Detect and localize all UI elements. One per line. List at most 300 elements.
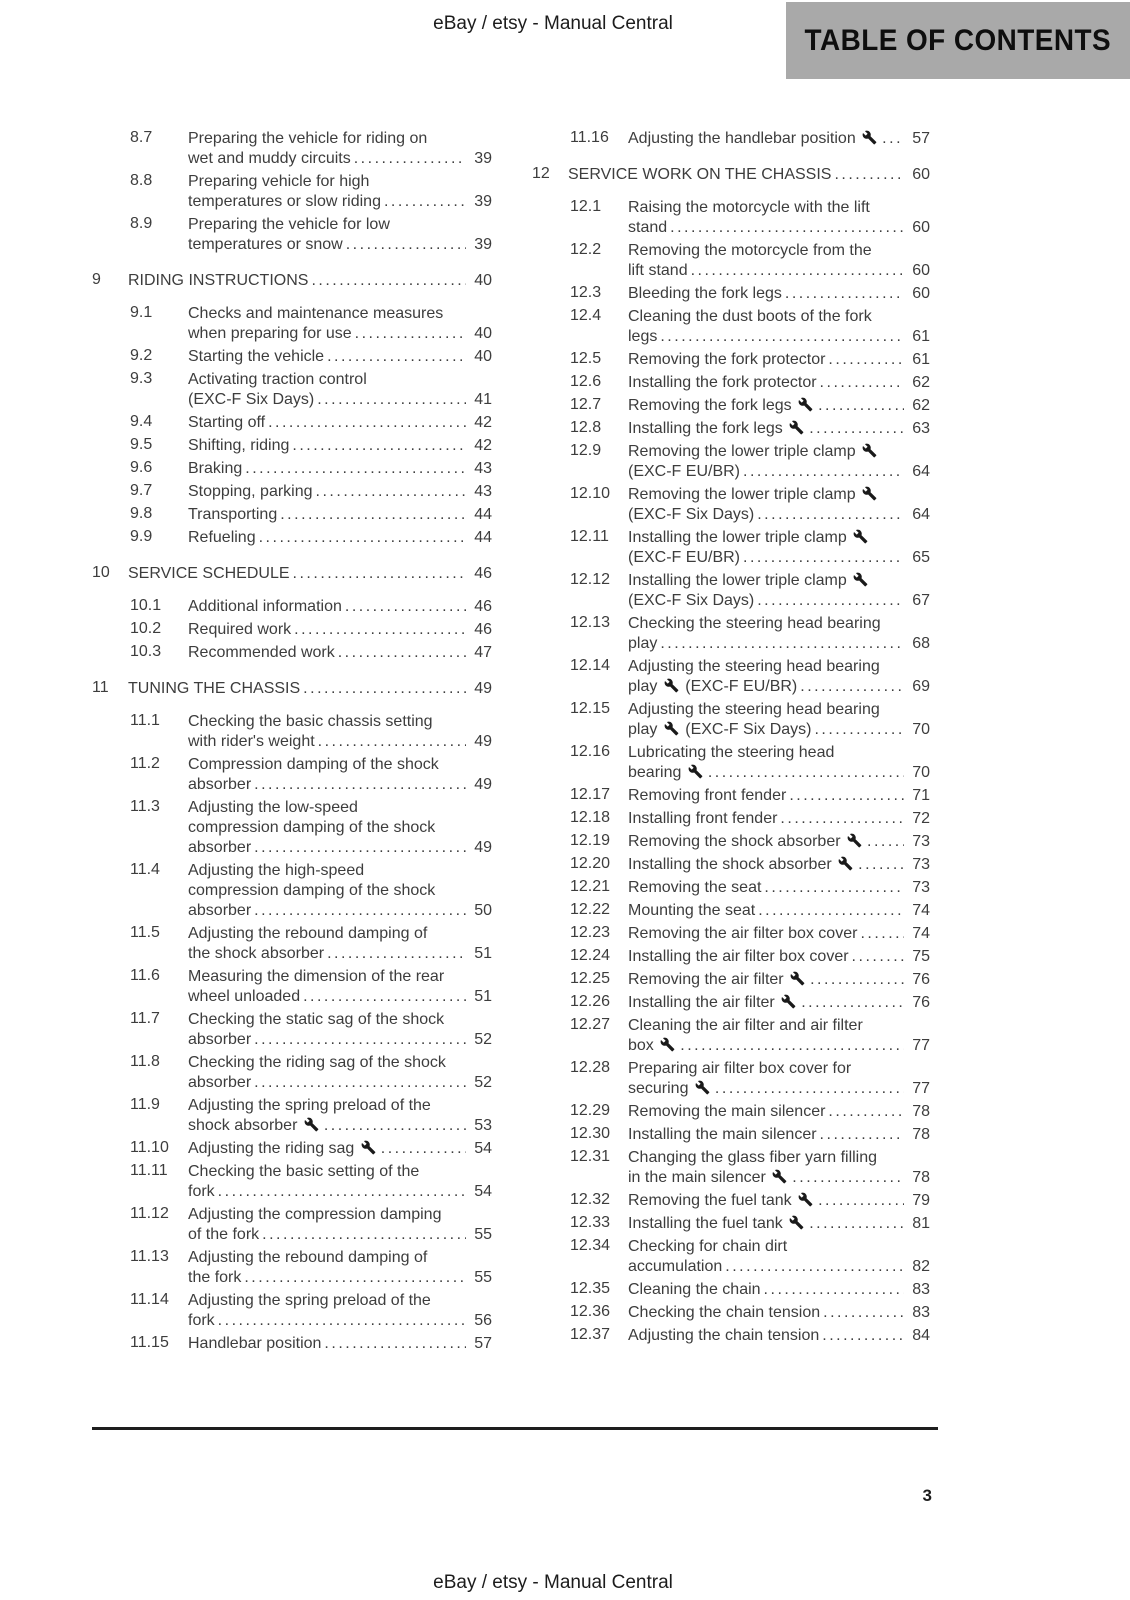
dot-leader xyxy=(327,347,466,367)
toc-entry xyxy=(532,786,930,806)
toc-entry-title: Preparing vehicle for high xyxy=(188,173,370,190)
toc-entry-number: 11.5 xyxy=(130,924,160,941)
toc-entry-title: of the fork xyxy=(188,1226,260,1243)
toc-entry xyxy=(92,1162,492,1202)
toc-entry-title: Installing the fork protector xyxy=(628,374,817,391)
toc-entry-page: 51 xyxy=(474,988,492,1005)
toc-entry-number: 12.13 xyxy=(570,614,611,631)
toc-entry xyxy=(532,614,930,654)
toc-entry xyxy=(92,755,492,795)
toc-entry-title: Adjusting the steering head bearing xyxy=(628,658,880,675)
toc-entry-title: Checking the riding sag of the shock xyxy=(188,1054,446,1071)
dot-leader xyxy=(834,165,904,185)
toc-entry-number: 12.29 xyxy=(570,1102,611,1119)
toc-entry-number: 12.5 xyxy=(570,350,602,367)
dot-leader xyxy=(691,261,904,281)
wrench-icon xyxy=(853,529,868,544)
toc-entry-page: 72 xyxy=(912,810,930,827)
toc-entry-number: 12.17 xyxy=(570,786,611,803)
toc-entry-page: 42 xyxy=(474,437,492,454)
toc-entry xyxy=(92,712,492,752)
toc-entry-title: Activating traction control xyxy=(188,371,367,388)
toc-entry-page: 68 xyxy=(912,635,930,652)
toc-entry-page: 63 xyxy=(912,420,930,437)
toc-entry xyxy=(532,198,930,238)
toc-entry-title: Bleeding the fork legs xyxy=(628,285,782,302)
toc-entry-page: 55 xyxy=(474,1269,492,1286)
toc-entry-title: Installing the air filter box cover xyxy=(628,948,849,965)
toc-entry-title: Adjusting the handlebar position xyxy=(628,129,879,149)
toc-entry-number: 12.24 xyxy=(570,947,611,964)
toc-entry-number: 11.2 xyxy=(130,755,160,772)
toc-entry-page: 75 xyxy=(912,948,930,965)
toc-entry-number: 8.8 xyxy=(130,172,153,189)
toc-entry xyxy=(532,1214,930,1234)
toc-entry-number: 12.18 xyxy=(570,809,611,826)
toc-entry xyxy=(92,1053,492,1093)
toc-entry xyxy=(92,505,492,525)
dot-leader xyxy=(789,786,904,806)
toc-entry-number: 12.35 xyxy=(570,1280,611,1297)
toc-entry-number: 11.12 xyxy=(130,1205,169,1222)
toc-entry-page: 57 xyxy=(474,1335,492,1352)
toc-entry xyxy=(532,878,930,898)
toc-entry-number: 11.10 xyxy=(130,1139,169,1156)
toc-entry-page: 46 xyxy=(474,565,492,582)
toc-entry-title: play xyxy=(628,635,658,652)
toc-entry-number: 12.8 xyxy=(570,419,602,436)
dot-leader xyxy=(292,436,466,456)
dot-leader xyxy=(820,373,904,393)
toc-entry-title: when preparing for use xyxy=(188,325,352,342)
toc-entry-number: 12.21 xyxy=(570,878,611,895)
toc-entry-title: Removing the fork protector xyxy=(628,351,826,368)
dot-leader xyxy=(680,1036,904,1056)
toc-entry-number: 8.9 xyxy=(130,215,153,232)
toc-entry xyxy=(532,1059,930,1099)
toc-entry-title: Transporting xyxy=(188,506,278,523)
toc-entry-number: 12.34 xyxy=(570,1237,611,1254)
toc-entry-title: box xyxy=(628,1036,677,1056)
page-number: 3 xyxy=(922,1486,932,1505)
toc-entry-number: 12.3 xyxy=(570,284,602,301)
toc-entry xyxy=(532,528,930,568)
toc-entry-number: 12.6 xyxy=(570,373,602,390)
dot-leader xyxy=(259,528,466,548)
toc-entry xyxy=(532,700,930,740)
toc-entry-number: 12.25 xyxy=(570,970,611,987)
toc-entry xyxy=(92,564,492,584)
toc-entry-page: 57 xyxy=(912,130,930,147)
dot-leader xyxy=(743,462,904,482)
toc-entry-page: 70 xyxy=(912,764,930,781)
toc-entry xyxy=(92,1248,492,1288)
toc-entry-number: 11.6 xyxy=(130,967,160,984)
toc-entry xyxy=(92,1291,492,1331)
toc-entry xyxy=(92,861,492,921)
toc-entry-page: 42 xyxy=(474,414,492,431)
toc-entry-page: 78 xyxy=(912,1126,930,1143)
toc-entry xyxy=(92,1139,492,1159)
dot-leader xyxy=(244,1268,466,1288)
wrench-icon xyxy=(664,721,679,736)
toc-entry-number: 11.11 xyxy=(130,1162,168,1179)
wrench-icon xyxy=(798,1192,813,1207)
toc-entry-number: 10 xyxy=(92,564,110,581)
toc-entry-number: 11.3 xyxy=(130,798,160,815)
dot-leader xyxy=(318,732,466,752)
wrench-icon xyxy=(772,1169,787,1184)
toc-entry-number: 10.1 xyxy=(130,597,162,614)
toc-column-right xyxy=(532,126,930,1354)
toc-entry xyxy=(532,1102,930,1122)
toc-entry-title: in the main silencer xyxy=(628,1168,789,1188)
dot-leader xyxy=(785,284,904,304)
dot-leader xyxy=(245,459,466,479)
toc-entry-title: legs xyxy=(628,328,658,345)
toc-entry xyxy=(92,679,492,699)
toc-entry xyxy=(532,129,930,149)
toc-entry-title: compression damping of the shock xyxy=(188,882,436,899)
toc-entry-title: Removing the lower triple clamp xyxy=(628,443,879,460)
dot-leader xyxy=(708,763,904,783)
toc-entry-title: accumulation xyxy=(628,1258,723,1275)
toc-entry-title: (EXC-F EU/BR) xyxy=(628,463,740,480)
toc-entry xyxy=(92,798,492,858)
toc-entry-number: 12.32 xyxy=(570,1191,611,1208)
toc-entry-page: 46 xyxy=(474,598,492,615)
toc-entry xyxy=(532,419,930,439)
toc-entry-page: 53 xyxy=(474,1117,492,1134)
toc-entry-number: 12 xyxy=(532,165,550,182)
toc-entry-page: 60 xyxy=(912,262,930,279)
dot-leader xyxy=(324,1116,466,1136)
toc-entry-page: 77 xyxy=(912,1037,930,1054)
toc-entry xyxy=(532,855,930,875)
toc-entry-number: 12.22 xyxy=(570,901,611,918)
toc-entry-title: Removing the fuel tank xyxy=(628,1191,815,1211)
dot-leader xyxy=(218,1182,466,1202)
toc-entry-title: with rider's weight xyxy=(188,733,315,750)
wrench-icon xyxy=(853,572,868,587)
toc-entry-number: 8.7 xyxy=(130,129,153,146)
toc-entry-number: 12.15 xyxy=(570,700,611,717)
toc-entry-title: wheel unloaded xyxy=(188,988,301,1005)
toc-entry-page: 61 xyxy=(912,328,930,345)
toc-entry-title: Additional information xyxy=(188,598,342,615)
toc-entry xyxy=(92,597,492,617)
toc-entry-title: Braking xyxy=(188,460,243,477)
dot-leader xyxy=(792,1168,904,1188)
toc-entry-number: 9.1 xyxy=(130,304,153,321)
toc-entry-number: 11.15 xyxy=(130,1334,169,1351)
toc-entry-page: 39 xyxy=(474,150,492,167)
toc-entry xyxy=(532,993,930,1013)
toc-entry-title: Installing front fender xyxy=(628,810,778,827)
toc-entry-number: 11 xyxy=(92,679,109,696)
toc-entry-number: 9.7 xyxy=(130,482,153,499)
toc-entry-title: Installing the fork legs xyxy=(628,419,806,439)
toc-entry xyxy=(532,832,930,852)
toc-entry xyxy=(532,350,930,370)
toc-entry-number: 12.1 xyxy=(570,198,602,215)
wrench-icon xyxy=(660,1037,675,1052)
toc-entry-page: 83 xyxy=(912,1304,930,1321)
toc-entry-title: absorber xyxy=(188,839,252,856)
dot-leader xyxy=(254,838,466,858)
toc-entry-number: 10.2 xyxy=(130,620,162,637)
toc-entry-title: Compression damping of the shock xyxy=(188,756,439,773)
toc-entry-title: Removing the lower triple clamp xyxy=(628,486,879,503)
toc-entry-title: Removing the main silencer xyxy=(628,1103,826,1120)
toc-entry-title: Checking the basic setting of the xyxy=(188,1163,420,1180)
wrench-icon xyxy=(789,1215,804,1230)
toc-entry-title: Recommended work xyxy=(188,644,335,661)
dot-leader xyxy=(262,1225,466,1245)
toc-entry-title: fork xyxy=(188,1183,215,1200)
toc-entry-page: 47 xyxy=(474,644,492,661)
toc-entry-page: 51 xyxy=(474,945,492,962)
toc-entry-page: 60 xyxy=(912,166,930,183)
toc-entry-page: 78 xyxy=(912,1103,930,1120)
toc-entry-title: Adjusting the high-speed xyxy=(188,862,365,879)
toc-entry-page: 78 xyxy=(912,1169,930,1186)
toc-entry xyxy=(532,373,930,393)
toc-entry-title: Removing the motorcycle from the xyxy=(628,242,872,259)
toc-entry xyxy=(532,396,930,416)
toc-entry-title: Removing the fork legs xyxy=(628,396,815,416)
toc-entry xyxy=(532,241,930,281)
dot-leader xyxy=(828,1102,904,1122)
dot-leader xyxy=(670,218,904,238)
toc-entry-title: Checks and maintenance measures xyxy=(188,305,444,322)
doc-footer-text: eBay / etsy - Manual Central xyxy=(433,1572,673,1593)
toc-entry-page: 43 xyxy=(474,460,492,477)
dot-leader xyxy=(823,1303,904,1323)
wrench-icon xyxy=(790,971,805,986)
toc-column-left xyxy=(92,126,492,1354)
toc-entry-title: Required work xyxy=(188,621,292,638)
toc-entry-number: 12.14 xyxy=(570,657,611,674)
toc-entry-number: 12.20 xyxy=(570,855,611,872)
dot-leader xyxy=(828,350,904,370)
toc-entry-page: 62 xyxy=(912,397,930,414)
toc-entry xyxy=(532,1016,930,1056)
toc-entry-number: 12.23 xyxy=(570,924,611,941)
toc-entry xyxy=(92,1334,492,1354)
toc-entry-number: 9.9 xyxy=(130,528,153,545)
toc-entry-title: Measuring the dimension of the rear xyxy=(188,968,445,985)
toc-entry-title: Adjusting the spring preload of the xyxy=(188,1292,431,1309)
toc-entry-page: 69 xyxy=(912,678,930,695)
wrench-icon xyxy=(304,1117,319,1132)
toc-entry-number: 9.5 xyxy=(130,436,153,453)
toc-entry-title: Adjusting the rebound damping of xyxy=(188,1249,428,1266)
toc-entry-page: 77 xyxy=(912,1080,930,1097)
toc-entry-title: Installing the shock absorber xyxy=(628,855,855,875)
toc-entry xyxy=(532,307,930,347)
toc-entry-title: absorber xyxy=(188,902,252,919)
toc-entry-title: play (EXC-F Six Days) xyxy=(628,721,812,738)
toc-entry-title: Shifting, riding xyxy=(188,437,290,454)
toc-entry xyxy=(532,901,930,921)
toc-entry-number: 12.12 xyxy=(570,571,611,588)
toc-entry xyxy=(92,304,492,344)
dot-leader xyxy=(758,901,904,921)
toc-entry-number: 11.7 xyxy=(130,1010,160,1027)
toc-entry-title: the shock absorber xyxy=(188,945,325,962)
dot-leader xyxy=(280,505,466,525)
dot-leader xyxy=(384,192,466,212)
toc-entry-title: Refueling xyxy=(188,529,256,546)
dot-leader xyxy=(743,548,904,568)
wrench-icon xyxy=(789,420,804,435)
toc-entry-page: 54 xyxy=(474,1140,492,1157)
dot-leader xyxy=(780,809,904,829)
toc-entry-title: temperatures or slow riding xyxy=(188,193,381,210)
dot-leader xyxy=(764,878,904,898)
toc-entry-title: Checking the steering head bearing xyxy=(628,615,881,632)
toc-entry xyxy=(532,1191,930,1211)
toc-entry xyxy=(92,1010,492,1050)
dot-leader xyxy=(858,855,904,875)
wrench-icon xyxy=(688,764,703,779)
dot-leader xyxy=(715,1079,904,1099)
toc-entry-title: Adjusting the chain tension xyxy=(628,1327,820,1344)
toc-entry-title: bearing xyxy=(628,763,705,783)
toc-entry-number: 12.28 xyxy=(570,1059,611,1076)
toc-entry-page: 49 xyxy=(474,733,492,750)
dot-leader xyxy=(725,1257,904,1277)
dot-leader xyxy=(814,720,904,740)
toc-entry-title: Preparing air filter box cover for xyxy=(628,1060,852,1077)
toc-entry xyxy=(92,459,492,479)
toc-entry-title: Checking the basic chassis setting xyxy=(188,713,433,730)
dot-leader xyxy=(327,944,466,964)
wrench-icon xyxy=(838,856,853,871)
toc-entry-title: SERVICE SCHEDULE xyxy=(128,565,290,582)
toc-entry-title: RIDING INSTRUCTIONS xyxy=(128,272,309,289)
toc-entry-number: 12.31 xyxy=(570,1148,611,1165)
toc-entry-title: Preparing the vehicle for low xyxy=(188,216,390,233)
toc-entry-title: Adjusting the low-speed xyxy=(188,799,358,816)
toc-entry xyxy=(532,1237,930,1277)
toc-entry-title: compression damping of the shock xyxy=(188,819,436,836)
dot-leader xyxy=(317,390,466,410)
toc-entry-number: 12.37 xyxy=(570,1326,611,1343)
wrench-icon xyxy=(664,678,679,693)
toc-entry-title: Removing the shock absorber xyxy=(628,832,864,852)
toc-entry xyxy=(92,482,492,502)
toc-entry-number: 11.8 xyxy=(130,1053,160,1070)
toc-entry xyxy=(532,657,930,697)
wrench-icon xyxy=(781,994,796,1009)
toc-entry-number: 12.4 xyxy=(570,307,602,324)
toc-entry-number: 9.4 xyxy=(130,413,153,430)
toc-entry xyxy=(92,172,492,212)
toc-entry-title: (EXC-F Six Days) xyxy=(188,391,315,408)
toc-entry-title: lift stand xyxy=(628,262,688,279)
toc-entry-page: 50 xyxy=(474,902,492,919)
dot-leader xyxy=(860,924,904,944)
toc-entry-number: 12.19 xyxy=(570,832,611,849)
toc-entry-page: 74 xyxy=(912,902,930,919)
dot-leader xyxy=(316,482,466,502)
toc-entry-number: 11.9 xyxy=(130,1096,160,1113)
toc-entry-number: 12.10 xyxy=(570,485,611,502)
toc-entry xyxy=(92,271,492,291)
toc-entry-title: absorber xyxy=(188,1074,252,1091)
dot-leader xyxy=(882,129,904,149)
toc-entry-title: Removing front fender xyxy=(628,787,787,804)
toc-entry-page: 73 xyxy=(912,856,930,873)
toc-entry-title: Installing the main silencer xyxy=(628,1126,817,1143)
toc-entry-title: Starting off xyxy=(188,414,266,431)
toc-entry-title: absorber xyxy=(188,776,252,793)
dot-leader xyxy=(294,620,466,640)
toc-entry-page: 52 xyxy=(474,1074,492,1091)
toc-entry xyxy=(532,947,930,967)
toc-entry-number: 12.11 xyxy=(570,528,609,545)
toc-entry-title: Installing the lower triple clamp xyxy=(628,529,870,546)
wrench-icon xyxy=(862,130,877,145)
toc-entry-title: Cleaning the chain xyxy=(628,1281,761,1298)
toc-entry-page: 71 xyxy=(912,787,930,804)
wrench-icon xyxy=(862,443,877,458)
toc-entry-title: play (EXC-F EU/BR) xyxy=(628,678,798,695)
toc-entry-title: Stopping, parking xyxy=(188,483,313,500)
toc-entry-page: 70 xyxy=(912,721,930,738)
toc-entry-page: 43 xyxy=(474,483,492,500)
toc-entry-title: SERVICE WORK ON THE CHASSIS xyxy=(568,166,832,183)
toc-entry xyxy=(92,967,492,1007)
toc-entry-number: 11.14 xyxy=(130,1291,169,1308)
toc-entry-title: Lubricating the steering head xyxy=(628,744,835,761)
toc-entry-page: 67 xyxy=(912,592,930,609)
toc-entry xyxy=(532,1125,930,1145)
toc-entry-title: stand xyxy=(628,219,668,236)
toc-entry xyxy=(532,970,930,990)
toc-entry-page: 64 xyxy=(912,506,930,523)
dot-leader xyxy=(867,832,904,852)
toc-entry-number: 12.27 xyxy=(570,1016,611,1033)
toc-entry-number: 9.2 xyxy=(130,347,153,364)
dot-leader xyxy=(338,643,466,663)
toc-entry xyxy=(532,1148,930,1188)
toc-entry xyxy=(532,442,930,482)
toc-entry-page: 82 xyxy=(912,1258,930,1275)
toc-entry-page: 44 xyxy=(474,529,492,546)
toc-entry-number: 12.30 xyxy=(570,1125,611,1142)
toc-entry-page: 40 xyxy=(474,348,492,365)
toc-entry xyxy=(532,924,930,944)
toc-entry-title: Checking the static sag of the shock xyxy=(188,1011,445,1028)
dot-leader xyxy=(346,235,466,255)
toc-entry-page: 39 xyxy=(474,193,492,210)
toc-entry-number: 11.4 xyxy=(130,861,160,878)
dot-leader xyxy=(311,271,466,291)
toc-entry-page: 56 xyxy=(474,1312,492,1329)
toc-entry-page: 54 xyxy=(474,1183,492,1200)
toc-entry-title: Cleaning the air filter and air filter xyxy=(628,1017,863,1034)
toc-entry-title: (EXC-F Six Days) xyxy=(628,592,755,609)
toc-entry xyxy=(532,1280,930,1300)
toc-entry-number: 12.7 xyxy=(570,396,602,413)
toc-entry-title: Adjusting the riding sag xyxy=(188,1139,378,1159)
toc-entry-page: 44 xyxy=(474,506,492,523)
dot-leader xyxy=(293,564,466,584)
toc-entry-title: Adjusting the rebound damping of xyxy=(188,925,428,942)
